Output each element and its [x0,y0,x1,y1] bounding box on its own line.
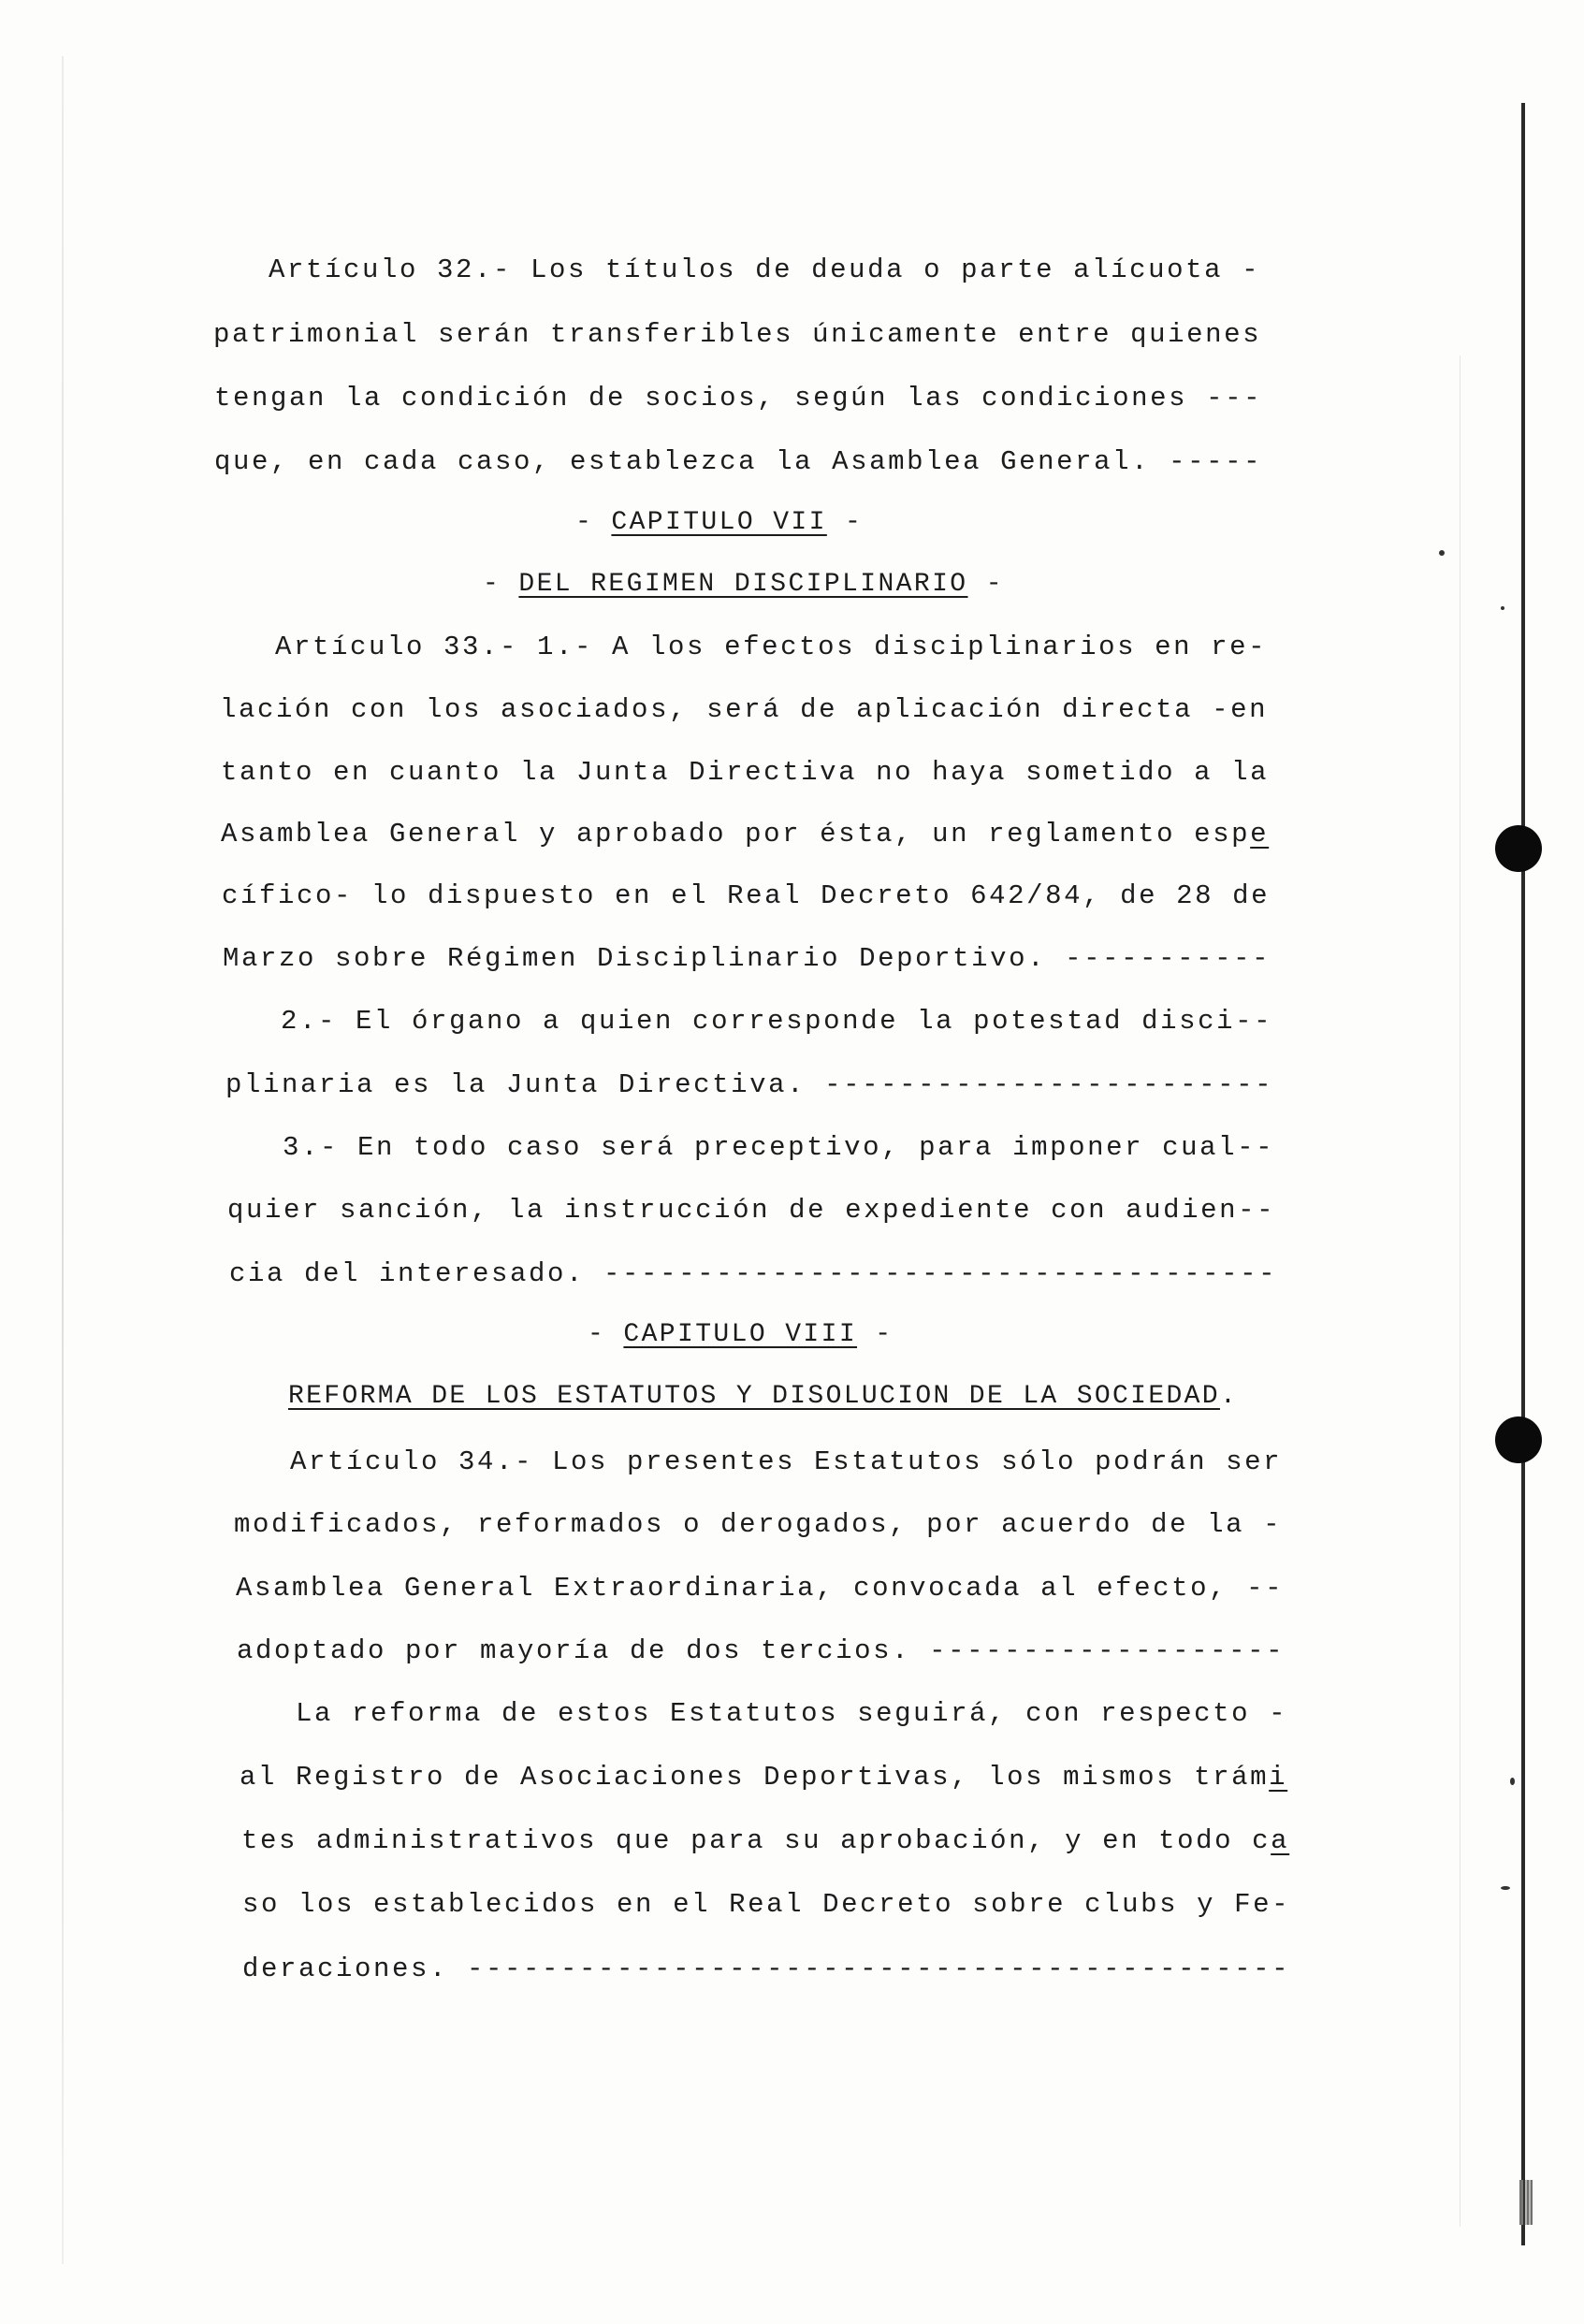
art33-line-3: tanto en cuanto la Junta Directiva no haya sometido a la [221,757,1270,788]
dash: - [845,508,864,537]
art34-line-5: La reforma de estos Estatutos seguirá, con respecto - [296,1698,1288,1729]
period: . [1219,1382,1239,1411]
chapter-8-title: CAPITULO VIII [623,1320,858,1349]
binding-mark [1519,2180,1533,2225]
chapter-7-subtitle-text: DEL REGIMEN DISCIPLINARIO [518,570,968,599]
art33-line-4-text: Asamblea General y aprobado por ésta, un reglamento esp [221,819,1251,850]
chapter-7-heading [575,507,863,539]
art34-line-3: Asamblea General Extraordinaria, convocada al efecto, -- [236,1573,1285,1604]
dash: - [588,1320,606,1349]
art34-line-7-text: tes administrativos que para su aprobación, y en todo c [241,1825,1272,1856]
chapter-8-subtitle-text: REFORMA DE LOS ESTATUTOS Y DISOLUCION DE LA SOCIEDAD [288,1382,1220,1411]
dash: - [483,570,501,599]
art34-line-6 [240,1762,1287,1794]
art34-line-7 [241,1825,1289,1857]
art33-line-8: plinaria es la Junta Directiva. ------------------------ [225,1069,1274,1100]
dash: - [875,1320,894,1349]
art34-line-6-text: al Registro de Asociaciones Deportivas, los mismos trám [240,1762,1270,1793]
dash: - [985,570,1004,599]
art33-line-2: lación con los asociados, será de aplicación directa -en [220,694,1269,725]
chapter-7-title: CAPITULO VII [611,508,827,537]
punch-hole-lower [1495,1416,1542,1463]
art33-line-10: quier sanción, la instrucción de expediente con audien-- [227,1195,1276,1226]
art33-line-4 [221,819,1269,850]
chapter-8-subtitle [288,1381,1238,1413]
scan-speck [1510,1778,1515,1785]
art33-line-7: 2.- El órgano a quien corresponde la potestad disci-- [281,1006,1273,1037]
scan-edge-right [1521,103,1525,2245]
art32-line-4: que, en cada caso, establezca la Asamblea General. ----- [214,446,1263,477]
scan-speck [1501,606,1504,610]
art34-line-7-underlined-char: a [1271,1825,1290,1856]
dash: - [575,508,594,537]
art32-line-3: tengan la condición de socios, según las condiciones --- [214,383,1263,414]
art33-line-4-underlined-char: e [1250,819,1270,850]
art33-line-5: cífico- lo dispuesto en el Real Decreto 642/84, de 28 de [222,880,1271,911]
art33-line-11: cia del interesado. ------------------------------------ [229,1258,1278,1289]
chapter-7-subtitle [483,569,1004,601]
art34-line-1: Artículo 34.- Los presentes Estatutos sólo podrán ser [290,1446,1283,1477]
scan-speck [1439,550,1445,556]
art34-line-6-underlined-char: i [1269,1762,1288,1793]
art34-line-4: adoptado por mayoría de dos tercios. ------------------- [237,1635,1286,1666]
art32-line-1: Artículo 32.- Los títulos de deuda o parte alícuota - [269,254,1261,285]
scan-edge-left [62,56,64,2264]
art33-line-6: Marzo sobre Régimen Disciplinario Deportivo. ----------- [223,943,1272,974]
art33-line-1: Artículo 33.- 1.- A los efectos disciplinarios en re- [275,632,1268,662]
art34-line-8: so los establecidos en el Real Decreto sobre clubs y Fe- [242,1889,1291,1920]
chapter-8-heading [588,1319,893,1351]
art32-line-2: patrimonial serán transferibles únicamente entre quienes [213,319,1262,350]
punch-hole-upper [1495,825,1542,872]
art33-line-9: 3.- En todo caso será preceptivo, para imponer cual-- [283,1132,1275,1163]
art34-line-9: deraciones. -------------------------------------------- [242,1954,1291,1984]
art34-line-2: modificados, reformados o derogados, por acuerdo de la - [234,1509,1283,1540]
scan-speck [1501,1886,1510,1890]
